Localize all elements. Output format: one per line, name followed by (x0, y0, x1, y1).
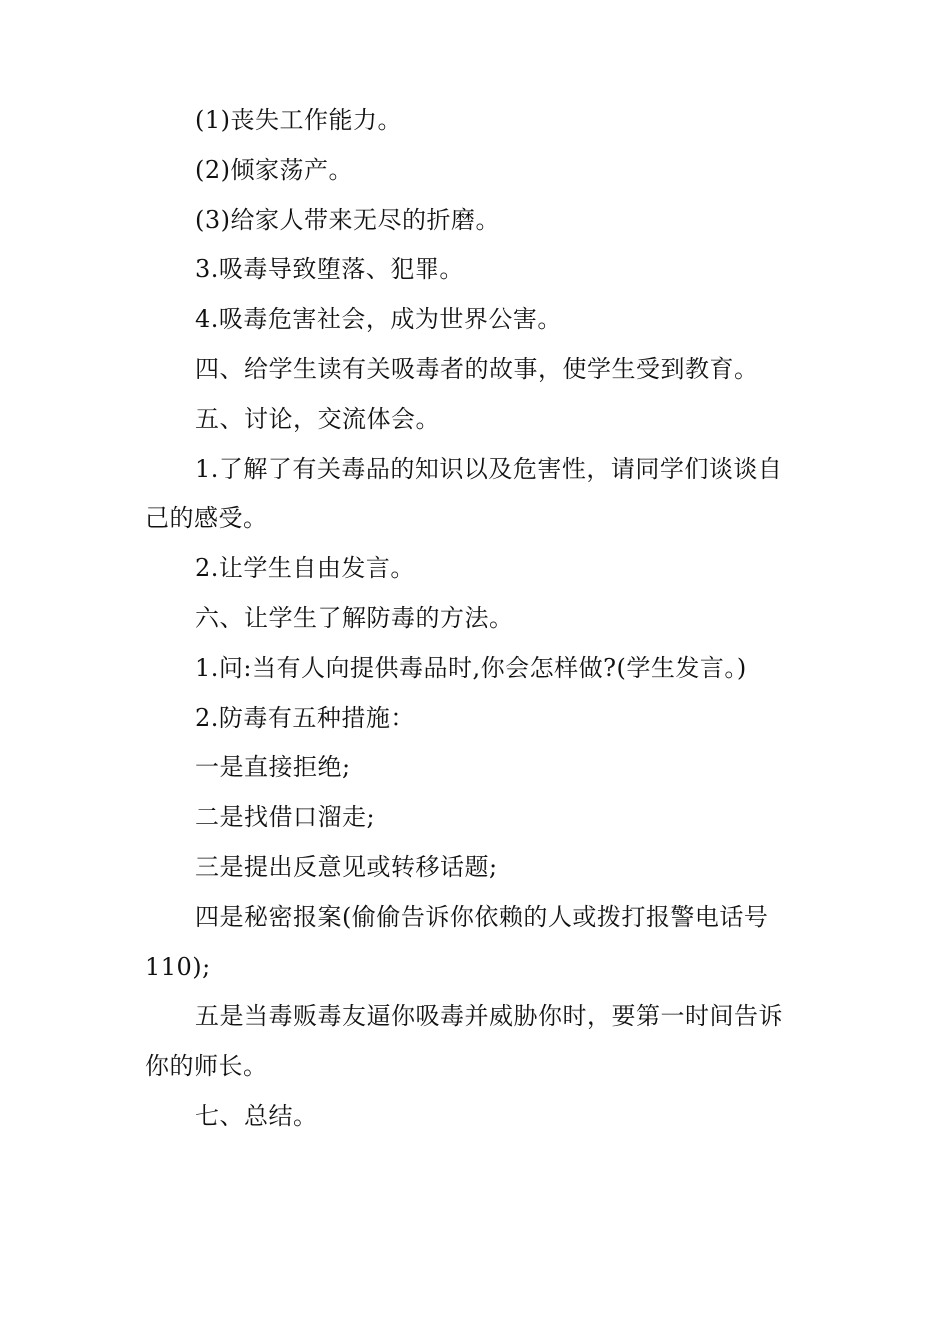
paragraph: (3)给家人带来无尽的折磨。 (195, 205, 500, 234)
paragraph: 七、总结。 (195, 1101, 318, 1130)
paragraph: 2.防毒有五种措施： (195, 703, 415, 732)
paragraph: 1.了解了有关毒品的知识以及危害性，请同学们谈谈自己的感受。 (145, 454, 783, 533)
paragraph: (2)倾家荡产。 (195, 155, 353, 184)
paragraph: (1)丧失工作能力。 (195, 106, 402, 134)
paragraph: 五是当毒贩毒友逼你吸毒并威胁你时，要第一时间告诉你的师长。 (145, 1002, 783, 1081)
document-body (145, 96, 785, 1142)
paragraph: 1.问:当有人向提供毒品时,你会怎样做?(学生发言。) (195, 653, 747, 682)
paragraph: 五、讨论，交流体会。 (195, 404, 440, 433)
paragraph: 2.让学生自由发言。 (195, 554, 415, 583)
paragraph: 三是提出反意见或转移话题; (195, 852, 498, 881)
paragraph: 四、给学生读有关吸毒者的故事，使学生受到教育。 (195, 354, 759, 383)
paragraph: 四是秘密报案(偷偷告诉你依赖的人或拨打报警电话号 110); (145, 902, 769, 981)
paragraph: 3.吸毒导致堕落、犯罪。 (195, 255, 464, 284)
paragraph: 二是找借口溜走; (195, 803, 376, 832)
paragraph: 六、让学生了解防毒的方法。 (195, 603, 514, 632)
paragraph: 一是直接拒绝; (195, 753, 351, 782)
paragraph: 4.吸毒危害社会，成为世界公害。 (195, 305, 562, 334)
